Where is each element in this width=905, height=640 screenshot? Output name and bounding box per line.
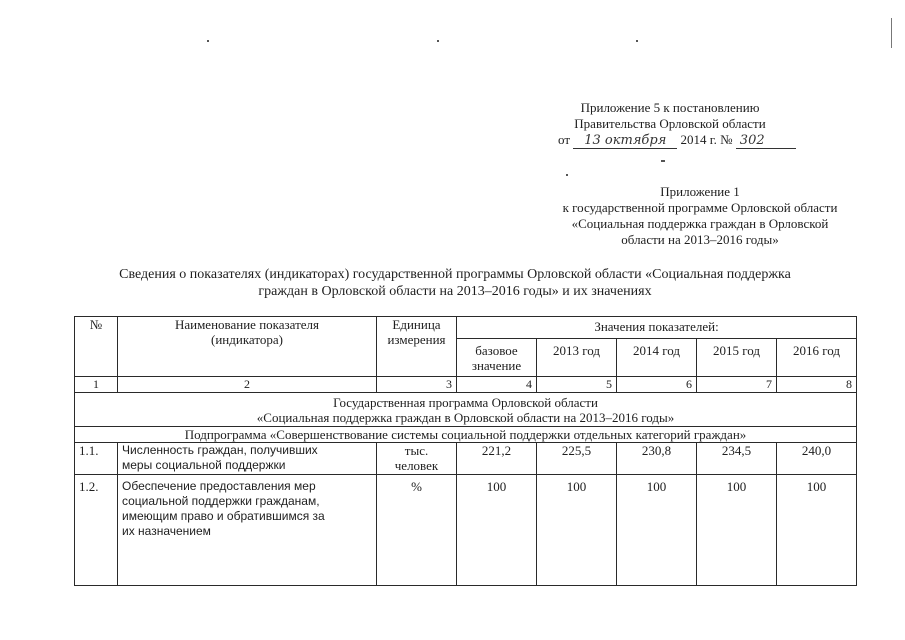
row-2013-value: 100 bbox=[537, 475, 617, 586]
order-prefix: от bbox=[558, 132, 571, 147]
row-name-line1: Численность граждан, получивших bbox=[122, 443, 318, 457]
appendix-line3: «Социальная поддержка граждан в Орловской bbox=[571, 216, 829, 231]
col-number: 3 bbox=[377, 377, 457, 393]
program-line1: Государственная программа Орловской области bbox=[333, 394, 598, 410]
order-year: 2014 г. № bbox=[680, 132, 733, 147]
header-unit-line1: Единица bbox=[392, 317, 441, 332]
header-num: № bbox=[75, 317, 118, 377]
scan-mark bbox=[636, 40, 638, 42]
col-number: 7 bbox=[697, 377, 777, 393]
header-row-1 bbox=[75, 317, 857, 339]
scan-edge-line bbox=[891, 18, 892, 48]
col-number: 6 bbox=[617, 377, 697, 393]
header-base-value bbox=[457, 339, 537, 377]
program-title bbox=[75, 393, 857, 427]
row-2013-value: 225,5 bbox=[537, 443, 617, 475]
subprogram-row bbox=[75, 427, 857, 443]
title-line2: граждан в Орловской области на 2013–2016 годы» и их значениях bbox=[258, 284, 652, 299]
row-unit bbox=[377, 443, 457, 475]
scan-mark bbox=[566, 174, 568, 176]
row-2016-value: 240,0 bbox=[777, 443, 857, 475]
header-base-line1: базовое bbox=[475, 343, 518, 358]
table-row bbox=[75, 443, 857, 475]
header-unit-line2: измерения bbox=[387, 332, 446, 347]
header-name-line2: (индикатора) bbox=[211, 332, 283, 347]
header-2016: 2016 год bbox=[777, 339, 857, 377]
row-indicator-name bbox=[118, 475, 377, 586]
row-2014-value: 100 bbox=[617, 475, 697, 586]
attachment-header bbox=[480, 100, 860, 132]
col-number: 1 bbox=[75, 377, 118, 393]
header-2014: 2014 год bbox=[617, 339, 697, 377]
row-2014-value: 230,8 bbox=[617, 443, 697, 475]
order-reference bbox=[558, 132, 796, 149]
handwritten-date: 13 октября bbox=[573, 134, 677, 149]
col-number: 2 bbox=[118, 377, 377, 393]
row-name-line2: меры социальной поддержки bbox=[122, 458, 286, 472]
col-number: 4 bbox=[457, 377, 537, 393]
col-number: 5 bbox=[537, 377, 617, 393]
appendix-line2: к государственной программе Орловской области bbox=[562, 200, 838, 215]
row-unit-line1: тыс. bbox=[404, 443, 429, 458]
document-title bbox=[60, 266, 850, 300]
header-indicator-name bbox=[118, 317, 377, 377]
table-row bbox=[75, 475, 857, 586]
row-name-line4: их назначением bbox=[122, 524, 211, 538]
header-2015: 2015 год bbox=[697, 339, 777, 377]
appendix-line1: Приложение 1 bbox=[660, 184, 740, 199]
row-name-line3: имеющим право и обратившимся за bbox=[122, 509, 325, 523]
row-2016-value: 100 bbox=[777, 475, 857, 586]
column-numbers-row bbox=[75, 377, 857, 393]
row-2015-value: 234,5 bbox=[697, 443, 777, 475]
attachment-line2: Правительства Орловской области bbox=[574, 116, 766, 131]
header-name-line1: Наименование показателя bbox=[174, 317, 320, 332]
col-number: 8 bbox=[777, 377, 857, 393]
subprogram-title: Подпрограмма «Совершенствование системы социальной поддержки отдельных категорий граждан» bbox=[75, 427, 857, 443]
attachment-line1: Приложение 5 к постановлению bbox=[580, 100, 760, 115]
row-unit: % bbox=[377, 475, 457, 586]
header-base-line2: значение bbox=[471, 358, 522, 373]
appendix-header bbox=[500, 184, 900, 248]
row-num: 1.1. bbox=[75, 443, 118, 475]
indicators-table bbox=[74, 316, 857, 586]
scan-mark bbox=[437, 40, 439, 42]
scan-mark bbox=[207, 40, 209, 42]
header-values: Значения показателей: bbox=[457, 317, 857, 339]
row-indicator-name bbox=[118, 443, 377, 475]
row-2015-value: 100 bbox=[697, 475, 777, 586]
row-name-line2: социальной поддержки гражданам, bbox=[122, 494, 320, 508]
appendix-line4: области на 2013–2016 годы» bbox=[621, 232, 779, 247]
handwritten-order-number: 302 bbox=[736, 134, 796, 149]
row-num: 1.2. bbox=[75, 475, 118, 586]
program-row bbox=[75, 393, 857, 427]
row-name-line1: Обеспечение предоставления мер bbox=[122, 479, 316, 493]
header-unit bbox=[377, 317, 457, 377]
title-line1: Сведения о показателях (индикаторах) государственной программы Орловской области «Социальная поддержка bbox=[119, 267, 791, 282]
scan-mark bbox=[661, 160, 665, 162]
row-unit-line2: человек bbox=[394, 458, 439, 473]
header-2013: 2013 год bbox=[537, 339, 617, 377]
program-line2: «Социальная поддержка граждан в Орловской области на 2013–2016 годы» bbox=[256, 409, 675, 425]
row-base-value: 221,2 bbox=[457, 443, 537, 475]
row-base-value: 100 bbox=[457, 475, 537, 586]
